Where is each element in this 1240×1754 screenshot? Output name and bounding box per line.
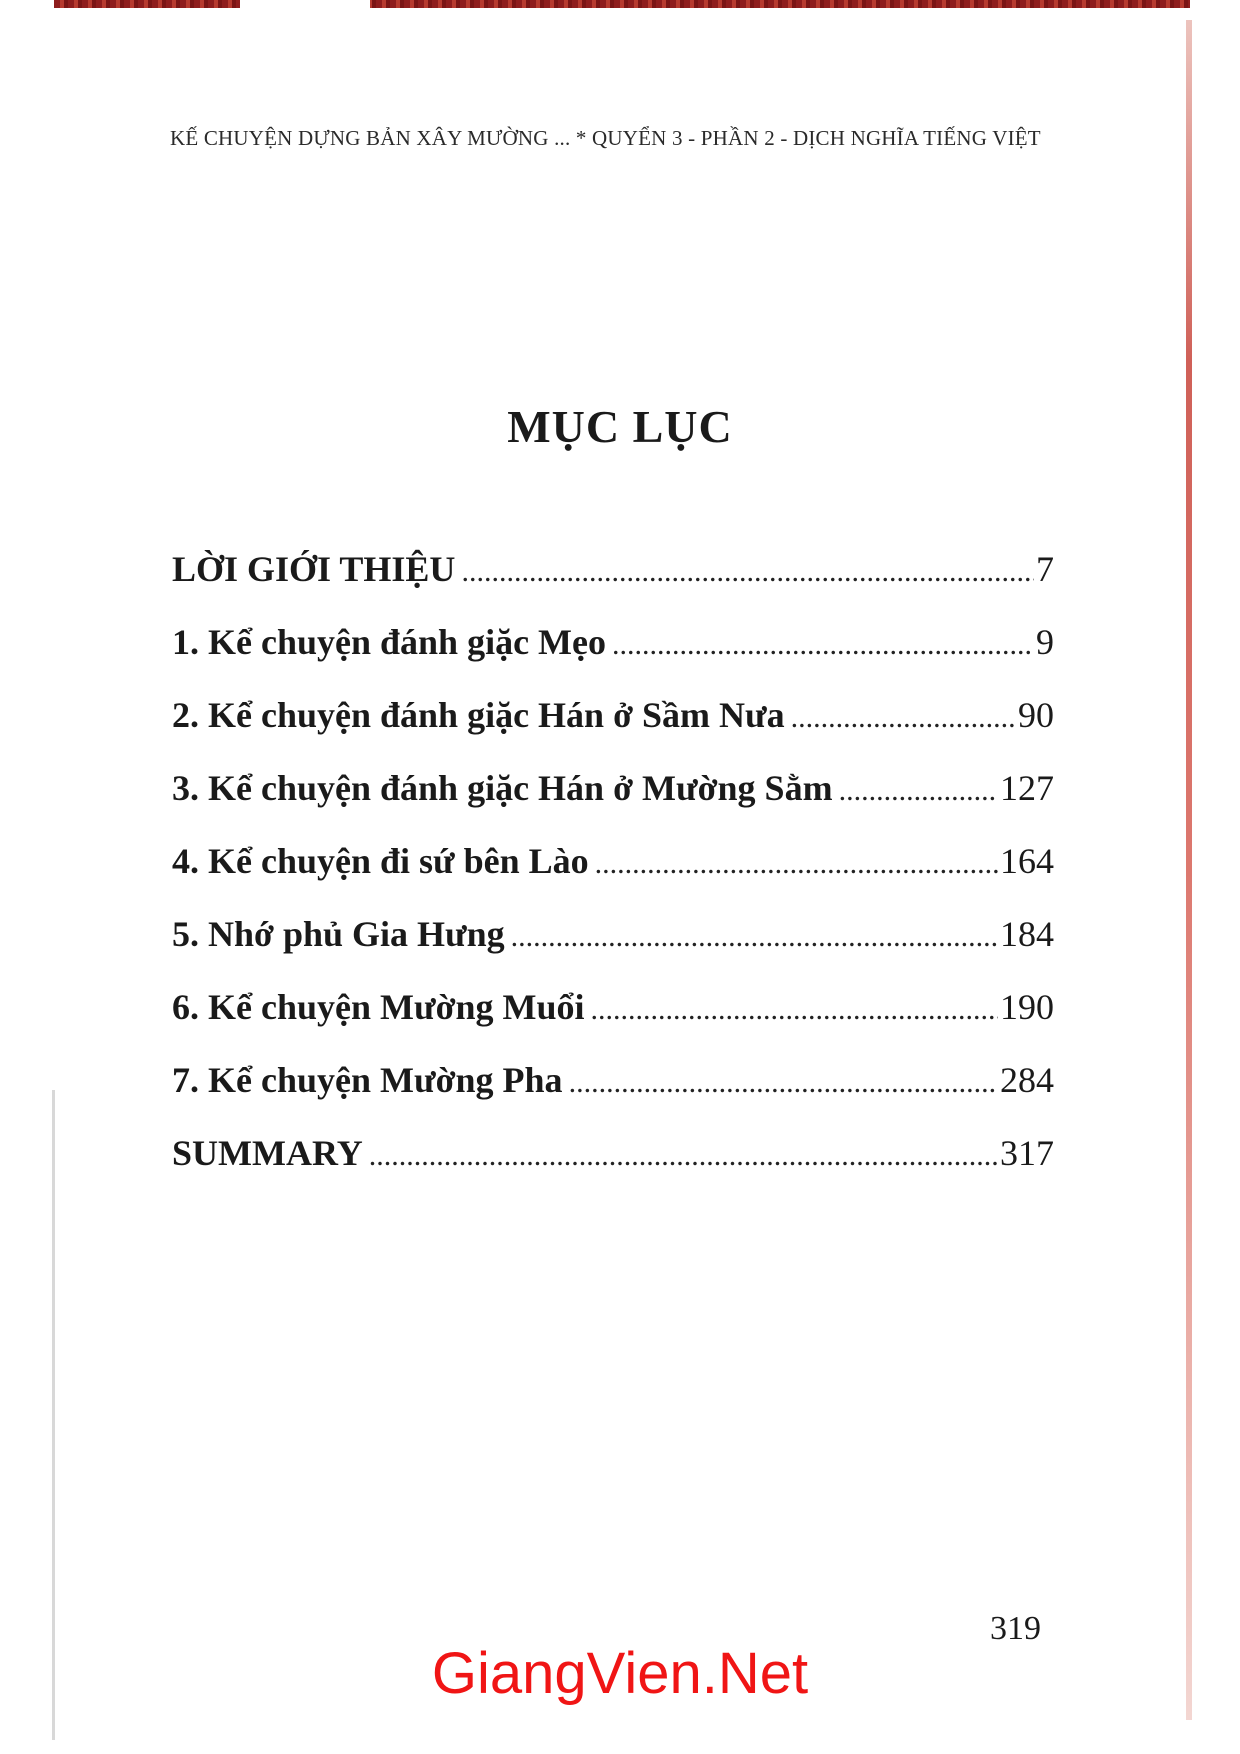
toc-entry-title: SUMMARY	[172, 1133, 363, 1173]
page-title: MỤC LỤC	[507, 401, 733, 452]
dot-leader	[595, 847, 998, 881]
dot-leader	[591, 993, 998, 1027]
toc-entry-page: 317	[1000, 1133, 1054, 1173]
toc-entry-title: 2. Kể chuyện đánh giặc Hán ở Sầm Nưa	[172, 695, 785, 735]
dot-leader	[791, 701, 1016, 735]
toc-entry-title: 6. Kể chuyện Mường Muổi	[172, 987, 585, 1027]
toc-entry-title: 5. Nhớ phủ Gia Hưng	[172, 914, 505, 954]
toc-entry-4[interactable]	[172, 840, 1054, 913]
toc-entry-title: 1. Kể chuyện đánh giặc Mẹo	[172, 622, 607, 662]
toc-entry-6[interactable]	[172, 986, 1054, 1059]
toc-entry-page: 9	[1036, 622, 1054, 662]
dot-leader	[461, 555, 1034, 589]
dot-leader	[569, 1066, 998, 1100]
toc-entry-title: LỜI GIỚI THIỆU	[172, 549, 456, 589]
toc-entry-title: 7. Kể chuyện Mường Pha	[172, 1060, 563, 1100]
toc-entry-title: 4. Kể chuyện đi sứ bên Lào	[172, 841, 589, 881]
watermark-logo: GiangVien.Net	[431, 1641, 809, 1706]
toc-entry-2[interactable]	[172, 694, 1054, 767]
top-strip-gap	[240, 0, 370, 8]
top-decorative-strip	[54, 0, 1190, 8]
dot-leader	[839, 774, 998, 808]
toc-entry-page: 90	[1018, 695, 1054, 735]
right-page-edge	[1186, 20, 1192, 1720]
toc-entry-intro[interactable]	[172, 548, 1054, 621]
running-header: KẾ CHUYỆN DỰNG BẢN XÂY MƯỜNG ... * QUYỂN 3 - PHẦN 2 - DỊCH NGHĨA TIẾNG VIỆT	[170, 126, 1041, 150]
toc-entry-3[interactable]	[172, 767, 1054, 840]
toc-entry-page: 190	[1000, 987, 1054, 1027]
table-of-contents	[172, 548, 1054, 1205]
toc-entry-page: 7	[1036, 549, 1054, 589]
dot-leader	[369, 1139, 998, 1173]
toc-entry-5[interactable]	[172, 913, 1054, 986]
toc-entry-title: 3. Kể chuyện đánh giặc Hán ở Mường Sằm	[172, 768, 833, 808]
toc-entry-page: 164	[1000, 841, 1054, 881]
toc-entry-1[interactable]	[172, 621, 1054, 694]
toc-entry-page: 127	[1000, 768, 1054, 808]
toc-entry-page: 184	[1000, 914, 1054, 954]
dot-leader	[612, 628, 1034, 662]
toc-entry-summary[interactable]	[172, 1132, 1054, 1205]
toc-entry-7[interactable]	[172, 1059, 1054, 1132]
page-number: 319	[990, 1610, 1041, 1647]
toc-entry-page: 284	[1000, 1060, 1054, 1100]
dot-leader	[511, 920, 998, 954]
